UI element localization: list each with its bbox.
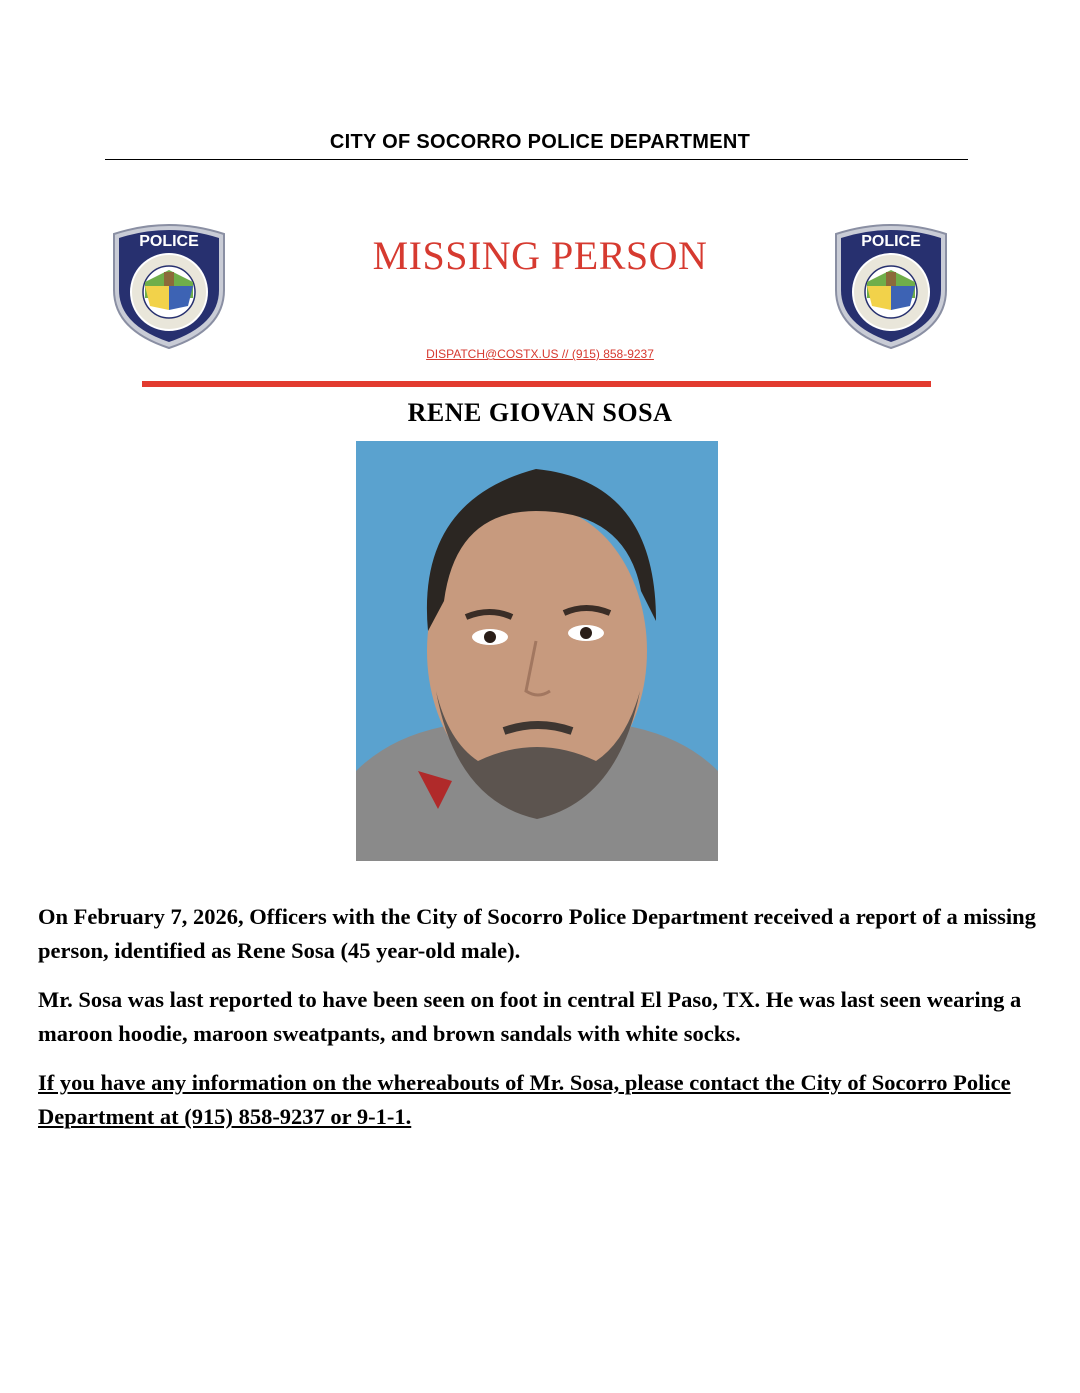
missing-person-name: RENE GIOVAN SOSA	[407, 398, 673, 427]
police-badge-right	[830, 220, 952, 350]
dispatch-contact-link[interactable]: DISPATCH@COSTX.US // (915) 858-9237	[426, 347, 654, 361]
red-divider	[142, 381, 931, 387]
incident-paragraph: On February 7, 2026, Officers with the City of Socorro Police Department received a report of a missing person, identified as Rene Sosa (45 year-old male).	[38, 904, 1036, 963]
svg-text:POLICE: POLICE	[861, 233, 921, 250]
description-paragraph: Mr. Sosa was last reported to have been seen on foot in central El Paso, TX. He was last seen wearing a maroon hoodie, maroon sweatpants, and brown sandals with white socks.	[38, 987, 1022, 1046]
missing-person-headline: MISSING PERSON	[372, 233, 708, 278]
svg-text:POLICE: POLICE	[139, 233, 199, 250]
missing-person-photo	[356, 441, 718, 861]
department-title: CITY OF SOCORRO POLICE DEPARTMENT	[329, 131, 751, 153]
contact-paragraph: If you have any information on the whereabouts of Mr. Sosa, please contact the City of Socorro Police Department at (915) 858-9237 or 9-1-1.	[38, 1070, 1011, 1129]
header-divider	[105, 159, 968, 160]
